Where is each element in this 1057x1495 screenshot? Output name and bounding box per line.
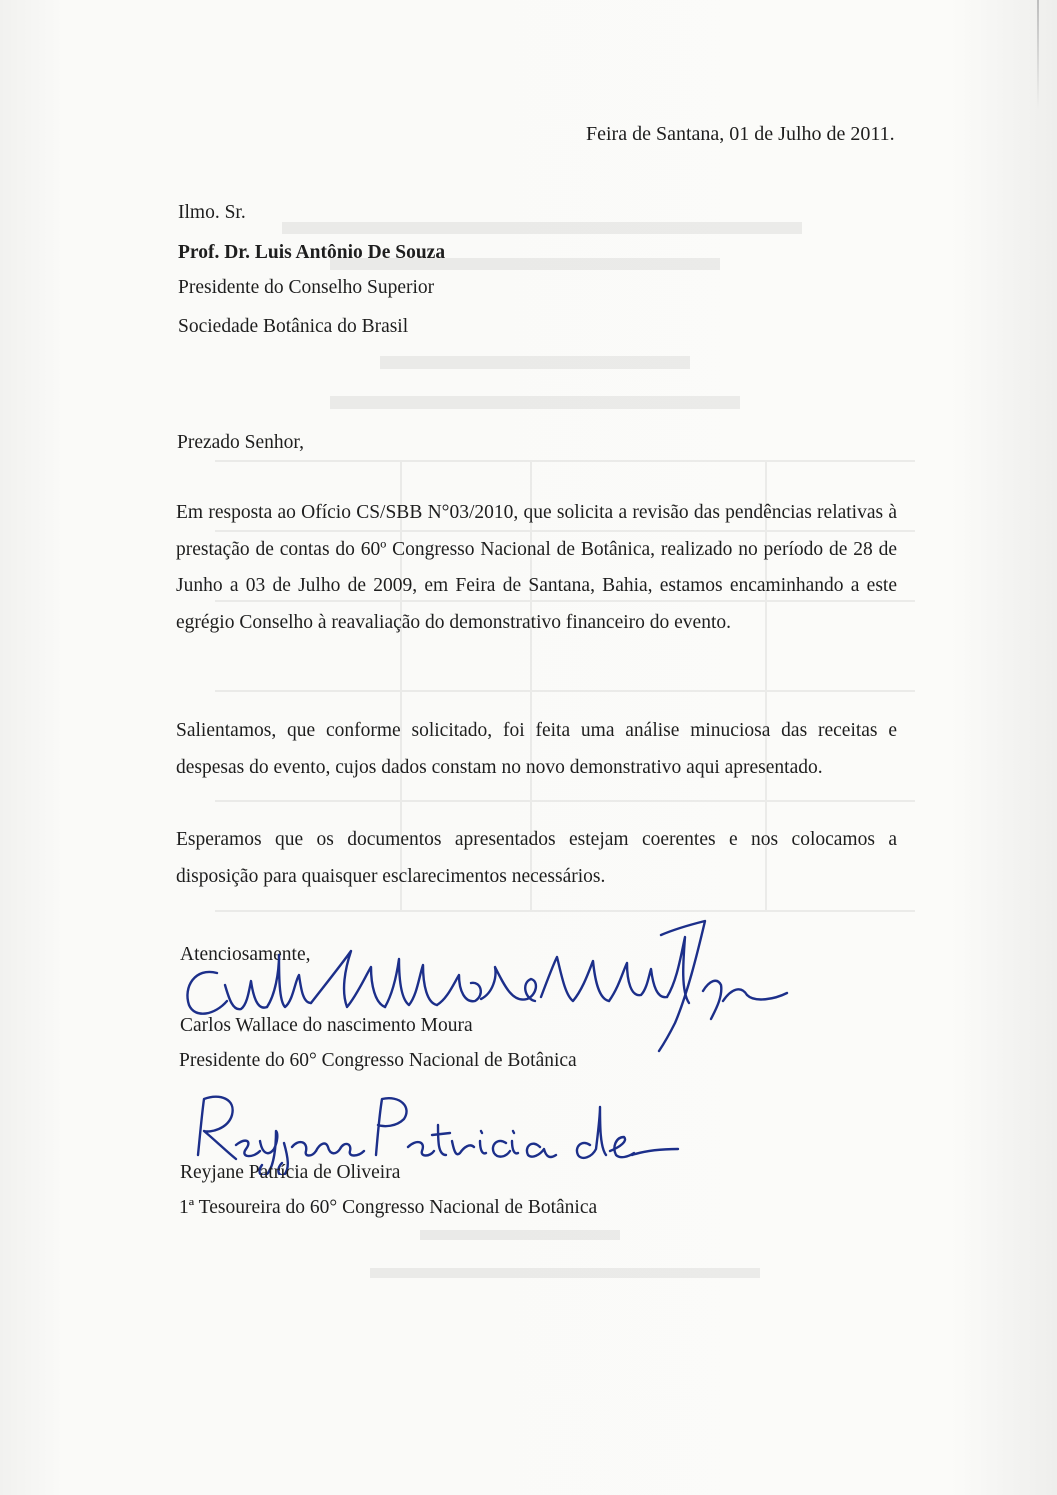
body-paragraph-3: Esperamos que os documentos apresentados estejam coerentes e nos colocamos a disposição para quaisquer esclarecimentos necessários. <box>176 829 897 887</box>
signatory-1-name: Carlos Wallace do nascimento Moura <box>180 1015 473 1036</box>
greeting: Prezado Senhor, <box>177 432 305 453</box>
body-paragraph-2: Salientamos, que conforme solicitado, foi feita uma análise minuciosa das receitas e despesas do evento, cujos dados constam no novo demonstrativo aqui apresentado. <box>176 720 897 778</box>
recipient-honorific: Ilmo. Sr. <box>178 202 246 223</box>
signatory-2-role: 1ª Tesoureira do 60° Congresso Nacional de Botânica <box>179 1197 598 1218</box>
signatory-1-role: Presidente do 60° Congresso Nacional de Botânica <box>179 1050 577 1071</box>
closing: Atenciosamente, <box>180 944 311 965</box>
body-paragraph-1: Em resposta ao Ofício CS/SBB N°03/2010, que solicita a revisão das pendências relativas à prestação de contas do 60º Congresso Nacional de Botânica, realizado no período de 28 de Junho a 03 de Julho de 2009, em Feira de Santana, Bahia, estamos encaminhando a este egrégio Conselho à reavaliação do demonstrativo financeiro do evento. <box>176 502 897 633</box>
recipient-name: Prof. Dr. Luis Antônio De Souza <box>178 242 446 263</box>
signature-reyjane-patricia-tail <box>630 1115 690 1175</box>
letter-date: Feira de Santana, 01 de Julho de 2011. <box>586 123 895 145</box>
signatory-2-name: Reyjane Patrícia de Oliveira <box>180 1162 401 1183</box>
recipient-organization: Sociedade Botânica do Brasil <box>178 316 409 337</box>
recipient-title: Presidente do Conselho Superior <box>178 277 435 298</box>
paper-edge-shadow <box>1037 0 1039 110</box>
